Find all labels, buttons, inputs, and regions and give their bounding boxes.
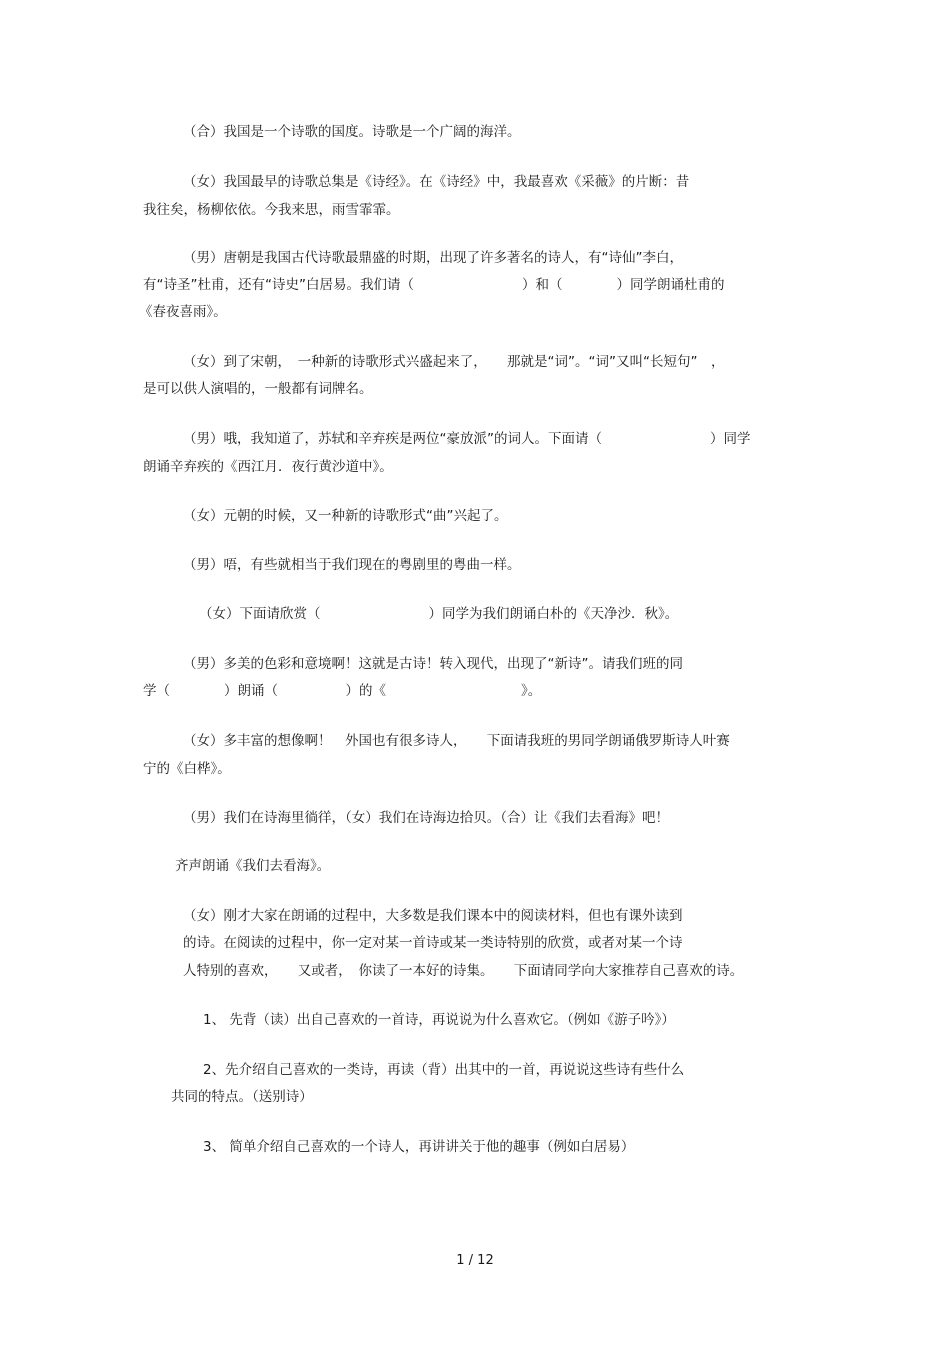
- paragraph-line: 学（ ）朗诵（ ）的《 》。: [143, 683, 542, 699]
- numbered-item: 3、 简单介绍自己喜欢的一个诗人，再讲讲关于他的趣事（例如白居易）: [203, 1139, 635, 1155]
- paragraph-line: 我往矣，杨柳依依。今我来思，雨雪霏霏。: [143, 202, 400, 218]
- paragraph-line: 《春夜喜雨》。: [139, 304, 227, 320]
- paragraph-line: 的诗。在阅读的过程中，你一定对某一首诗或某一类诗特别的欣赏，或者对某一个诗: [183, 935, 683, 951]
- paragraph-line: 齐声朗诵《我们去看海》。: [175, 858, 331, 874]
- paragraph-line: （女）下面请欣赏（ ）同学为我们朗诵白朴的《天净沙．秋》。: [199, 606, 679, 622]
- numbered-item: 1、 先背（读）出自己喜欢的一首诗，再说说为什么喜欢它。（例如《游子吟》）: [203, 1012, 675, 1028]
- paragraph-line: （女）元朝的时候，又一种新的诗歌形式“曲”兴起了。: [183, 508, 508, 524]
- paragraph-line: （女）我国最早的诗歌总集是《诗经》。在《诗经》中，我最喜欢《采薇》的片断：昔: [183, 174, 690, 190]
- paragraph-line: 朗诵辛弃疾的《西江月．夜行黄沙道中》。: [143, 459, 393, 475]
- paragraph-line: 人特别的喜欢， 又或者， 你读了一本好的诗集。 下面请同学向大家推荐自己喜欢的诗。: [183, 963, 744, 979]
- paragraph-line: （男）哦，我知道了，苏轼和辛弃疾是两位“豪放派”的词人。下面请（ ）同学: [183, 431, 751, 447]
- paragraph-line: 是可以供人演唱的，一般都有词牌名。: [143, 381, 373, 397]
- page-number: 1 / 12: [456, 1253, 494, 1268]
- paragraph-line: （女）到了宋朝， 一种新的诗歌形式兴盛起来了， 那就是“词”。“词”又叫“长短句” ，: [183, 354, 725, 370]
- paragraph-line: （男）唔，有些就相当于我们现在的粤剧里的粤曲一样。: [183, 557, 521, 573]
- paragraph-line: （男）我们在诗海里徜徉，（女）我们在诗海边拾贝。（合）让《我们去看海》吧！: [183, 810, 669, 826]
- paragraph-line: （女）多丰富的想像啊！ 外国也有很多诗人， 下面请我班的男同学朗诵俄罗斯诗人叶赛: [183, 733, 730, 749]
- paragraph-line: （女）刚才大家在朗诵的过程中，大多数是我们课本中的阅读材料，但也有课外读到: [183, 908, 683, 924]
- paragraph-line: 有“诗圣”杜甫，还有“诗史”白居易。我们请（ ）和（ ）同学朗诵杜甫的: [143, 277, 725, 293]
- numbered-item: 共同的特点。（送别诗）: [171, 1089, 313, 1105]
- paragraph-line: （男）唐朝是我国古代诗歌最鼎盛的时期，出现了许多著名的诗人，有“诗仙”李白，: [183, 250, 683, 266]
- paragraph-line: 宁的《白桦》。: [143, 761, 231, 777]
- paragraph-line: （合）我国是一个诗歌的国度。诗歌是一个广阔的海洋。: [183, 124, 521, 140]
- numbered-item: 2、先介绍自己喜欢的一类诗，再读（背）出其中的一首，再说说这些诗有些什么: [203, 1062, 685, 1078]
- paragraph-line: （男）多美的色彩和意境啊！这就是古诗！转入现代，出现了“新诗”。请我们班的同: [183, 656, 683, 672]
